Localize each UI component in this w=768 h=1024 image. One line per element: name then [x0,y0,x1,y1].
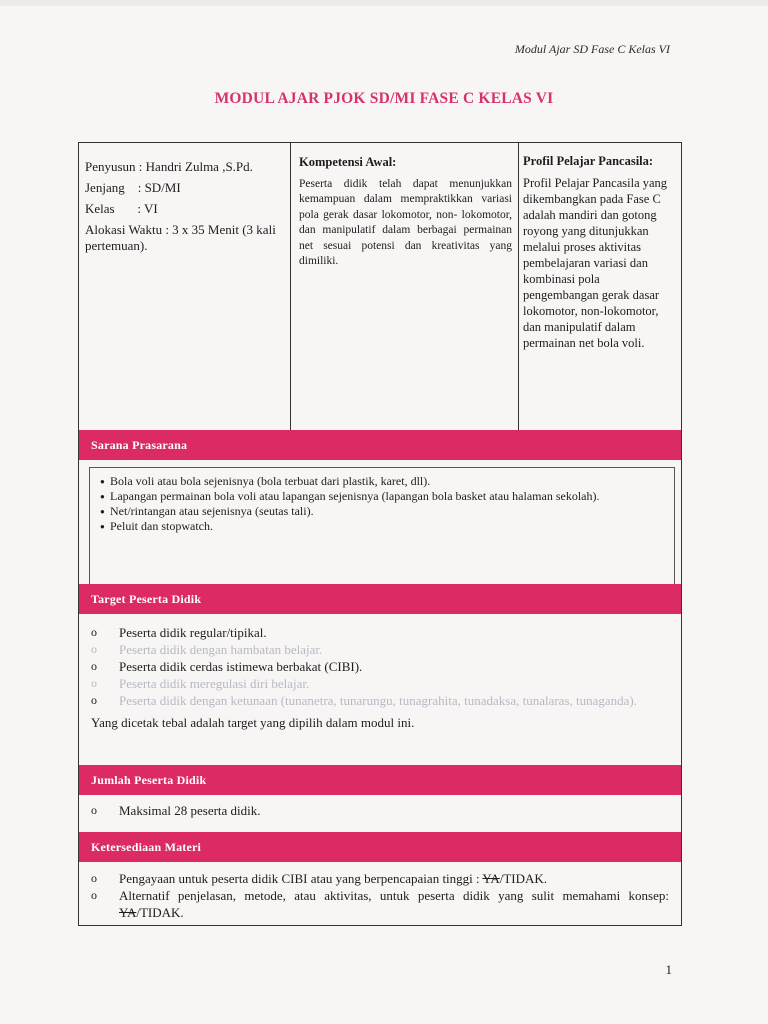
target-heading: Target Peserta Didik [79,584,681,614]
pancasila-profile-text: Profil Pelajar Pancasila yang dikembangkan pada Fase C adalah mandiri dan gotong royong yang ditunjukkan melalui proses aktivitas pembelajaran variasi dan kombinasi pola pengembangan gerak dasar lokomotor, non-lokomotor, dan manipulatif dalam permainan net bola voli. [523,176,668,350]
level: Jenjang : SD/MI [85,180,181,195]
jumlah-list [91,802,669,819]
sarana-list [100,474,664,534]
jumlah-heading: Jumlah Peserta Didik [79,765,681,795]
list-item: o Peserta didik meregulasi diri belajar. [91,676,310,691]
list-item: o Peserta didik regular/tipikal. [91,625,267,640]
author: Penyusun : Handri Zulma ,S.Pd. [85,159,253,174]
list-item: ● Bola voli atau bola sejenisnya (bola terbuat dari plastik, karet, dll). [100,474,664,489]
list-item: ● Lapangan permainan bola voli atau lapangan sejenisnya (lapangan bola basket atau halaman sekolah). [100,489,664,504]
circle-bullet-icon: o [91,625,97,639]
circle-bullet-icon: o [91,871,97,885]
identity-row [79,143,681,430]
target-list [91,624,669,709]
circle-bullet-icon: o [91,888,97,902]
running-header: Modul Ajar SD Fase C Kelas VI [514,42,670,56]
time-allocation: Alokasi Waktu : 3 x 35 Menit (3 kali pertemuan). [85,222,276,253]
list-item: o Peserta didik dengan hambatan belajar. [91,642,323,657]
module-table [78,142,682,926]
identity-cell [79,143,291,430]
circle-bullet-icon: o [91,676,97,690]
list-item: o Peserta didik cerdas istimewa berbakat (CIBI). [91,659,363,674]
materi-section [79,870,681,921]
initial-competence-heading: Kompetensi Awal: [299,155,397,169]
circle-bullet-icon: o [91,642,97,656]
initial-competence-cell [291,143,519,430]
document-title: MODUL AJAR PJOK SD/MI FASE C KELAS VI [214,90,554,107]
list-item: o Peserta didik dengan ketunaan (tunanetra, tunarungu, tunagrahita, tunadaksa, tunalaras, tunaganda). [91,693,638,708]
pancasila-profile-cell [519,143,681,430]
initial-competence-text: Peserta didik telah dapat menunjukkan kemampuan dalam mempraktikkan variasi pola gerak dasar lokomotor, non- lokomotor, dan manipulatif dalam berbagai permainan net sesuai potensi dan kreativitas yang dimiliki. [299,177,512,267]
list-item: o Pengayaan untuk peserta didik CIBI atau yang berpencapaian tinggi : YA/TIDAK. [91,871,548,886]
target-note: Yang dicetak tebal adalah target yang dipilih dalam modul ini. [91,715,415,730]
page-number: 1 [665,962,672,977]
circle-bullet-icon: o [91,803,97,817]
materi-heading: Ketersediaan Materi [79,832,681,862]
list-item: ● Peluit dan stopwatch. [100,519,664,534]
list-item: ● Net/rintangan atau sejenisnya (seutas tali). [100,504,664,519]
target-section [79,624,681,731]
materi-list [91,870,669,921]
page-edge [0,0,768,6]
crossed-option: YA [482,871,500,886]
grade: Kelas : VI [85,201,158,216]
sarana-box [89,467,675,585]
crossed-option: YA [119,905,137,920]
circle-bullet-icon: o [91,693,97,707]
sarana-heading: Sarana Prasarana [79,430,681,460]
circle-bullet-icon: o [91,659,97,673]
list-item: o Maksimal 28 peserta didik. [91,803,261,818]
pancasila-profile-heading: Profil Pelajar Pancasila: [523,154,654,168]
jumlah-section [79,802,681,819]
list-item: o Alternatif penjelasan, metode, atau aktivitas, untuk peserta didik yang sulit memahami konsep: YA/TIDAK. [91,888,669,920]
